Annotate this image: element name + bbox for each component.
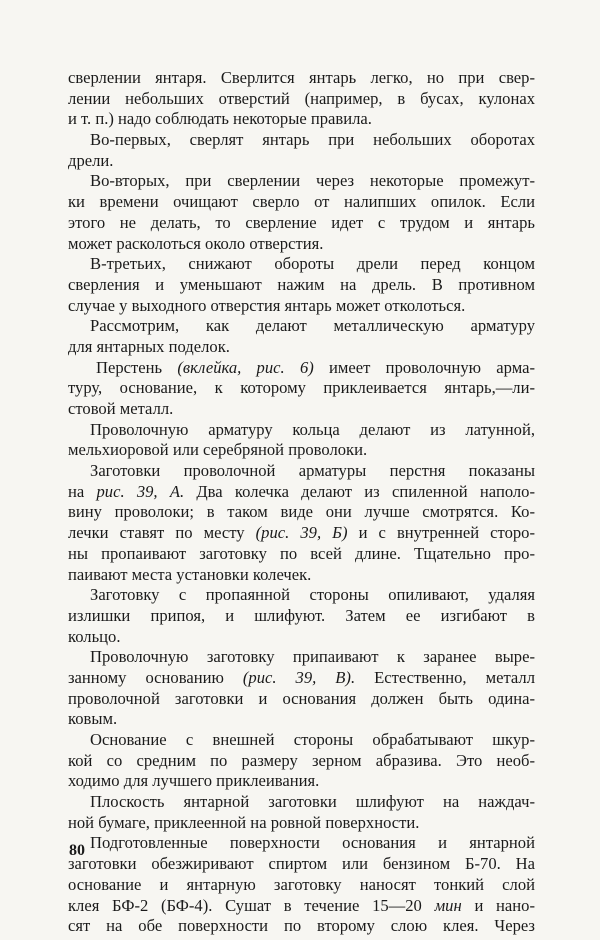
text-line-32: ковым. bbox=[68, 709, 118, 729]
text-line-39: заготовки обезжиривают спиртом или бензином Б-70. На bbox=[68, 854, 535, 874]
text-line-41-part-1: клея БФ-2 (БФ-4). Сушат в течение 15—20 bbox=[68, 895, 422, 915]
text-line-19: мельхиоровой или серебряной проволоки. bbox=[68, 440, 368, 460]
text-line-3: и т. п.) надо соблюдать некоторые правила. bbox=[68, 109, 372, 129]
text-line-8: этого не делать, то сверление идет с трудом и янтарь bbox=[68, 212, 535, 232]
text-line-23 bbox=[68, 523, 535, 544]
text-line-31: проволочной заготовки и основания должен быть одина- bbox=[68, 688, 535, 708]
text-line-21-part-1: на bbox=[68, 481, 85, 501]
text-line-16: туру, основание, к которому приклеивается янтарь,—ли- bbox=[68, 378, 535, 398]
figure-reference-39a: рис. 39, А. bbox=[96, 481, 185, 501]
text-line-36: Плоскость янтарной заготовки шлифуют на наждач- bbox=[90, 792, 535, 812]
text-line-23-part-2: и с внутренней сторо- bbox=[358, 523, 535, 543]
text-line-30 bbox=[68, 668, 535, 689]
text-line-10: В-третьих, снижают обороты дрели перед концом bbox=[90, 254, 535, 274]
text-line-26: Заготовку с пропаянной стороны опиливают, удаляя bbox=[90, 585, 535, 605]
text-line-30-part-1: занному основанию bbox=[68, 667, 224, 687]
text-line-15-part-1: Перстень bbox=[96, 357, 163, 377]
text-line-25: паивают места установки колечек. bbox=[68, 564, 312, 584]
figure-reference-39v: (рис. 39, В). bbox=[242, 667, 356, 687]
text-line-24: ны пропаивают заготовку по всей длине. Тщательно про- bbox=[68, 543, 535, 563]
text-line-27: излишки припоя, и шлифуют. Затем ее изгибают в bbox=[68, 605, 535, 625]
text-line-41 bbox=[68, 896, 535, 917]
text-line-33: Основание с внешней стороны обрабатывают шкур- bbox=[90, 730, 535, 749]
text-line-15-part-2: имеет проволочную арма- bbox=[329, 357, 535, 377]
text-line-29: Проволочную заготовку припаивают к заранее выре- bbox=[90, 647, 535, 667]
text-line-11: сверления и уменьшают нажим на дрель. В противном bbox=[68, 274, 535, 294]
text-line-38: Подготовленные поверхности основания и янтарной bbox=[90, 833, 535, 853]
document-page bbox=[68, 68, 535, 937]
text-line-7: ки времени очищают сверло от налипших опилок. Если bbox=[68, 192, 535, 212]
text-line-4: Во-первых, сверлят янтарь при небольших оборотах bbox=[90, 130, 535, 150]
text-line-22: вину проволоки; в таком виде они лучше смотрятся. Ко- bbox=[68, 502, 535, 522]
text-line-28: кольцо. bbox=[68, 626, 121, 646]
text-line-12: случае у выходного отверстия янтарь может отколоться. bbox=[68, 295, 466, 315]
text-line-30-part-2: Естественно, металл bbox=[374, 667, 535, 687]
text-line-42: сят на обе поверхности по второму слою клея. Через bbox=[68, 916, 535, 936]
text-line-2: лении небольших отверстий (например, в бусах, кулонах bbox=[68, 88, 535, 108]
text-line-34: кой со средним по размеру зерном абразива. Это необ- bbox=[68, 750, 535, 770]
text-line-14: для янтарных поделок. bbox=[68, 336, 230, 356]
text-line-9: может расколоться около отверстия. bbox=[68, 233, 324, 253]
text-line-15 bbox=[68, 358, 535, 379]
text-line-40: основание и янтарную заготовку наносят тонкий слой bbox=[68, 874, 535, 894]
time-unit-minutes: мин bbox=[434, 895, 462, 915]
text-line-41-part-2: и нано- bbox=[474, 895, 535, 915]
text-line-20: Заготовки проволочной арматуры перстня показаны bbox=[90, 461, 535, 481]
text-line-13: Рассмотрим, как делают металлическую арматуру bbox=[90, 316, 535, 336]
text-line-21 bbox=[68, 482, 535, 503]
text-line-21-part-2: Два колечка делают из спиленной наполо- bbox=[196, 481, 535, 501]
figure-reference-inset-6: (вклейка, рис. 6) bbox=[177, 357, 314, 377]
text-line-5: дрели. bbox=[68, 150, 114, 170]
text-line-1: сверлении янтаря. Сверлится янтарь легко, но при свер- bbox=[68, 68, 535, 87]
page-number: 80 bbox=[69, 842, 85, 859]
text-line-35: ходимо для лучшего приклеивания. bbox=[68, 771, 320, 791]
text-line-37: ной бумаге, приклеенной на ровной поверхности. bbox=[68, 812, 420, 832]
text-line-6: Во-вторых, при сверлении через некоторые промежут- bbox=[90, 171, 535, 191]
figure-reference-39b: (рис. 39, Б) bbox=[255, 523, 348, 543]
text-line-23-part-1: лечки ставят по месту bbox=[68, 523, 245, 543]
text-line-17: стовой металл. bbox=[68, 399, 174, 418]
text-line-18: Проволочную арматуру кольца делают из латунной, bbox=[90, 419, 535, 439]
